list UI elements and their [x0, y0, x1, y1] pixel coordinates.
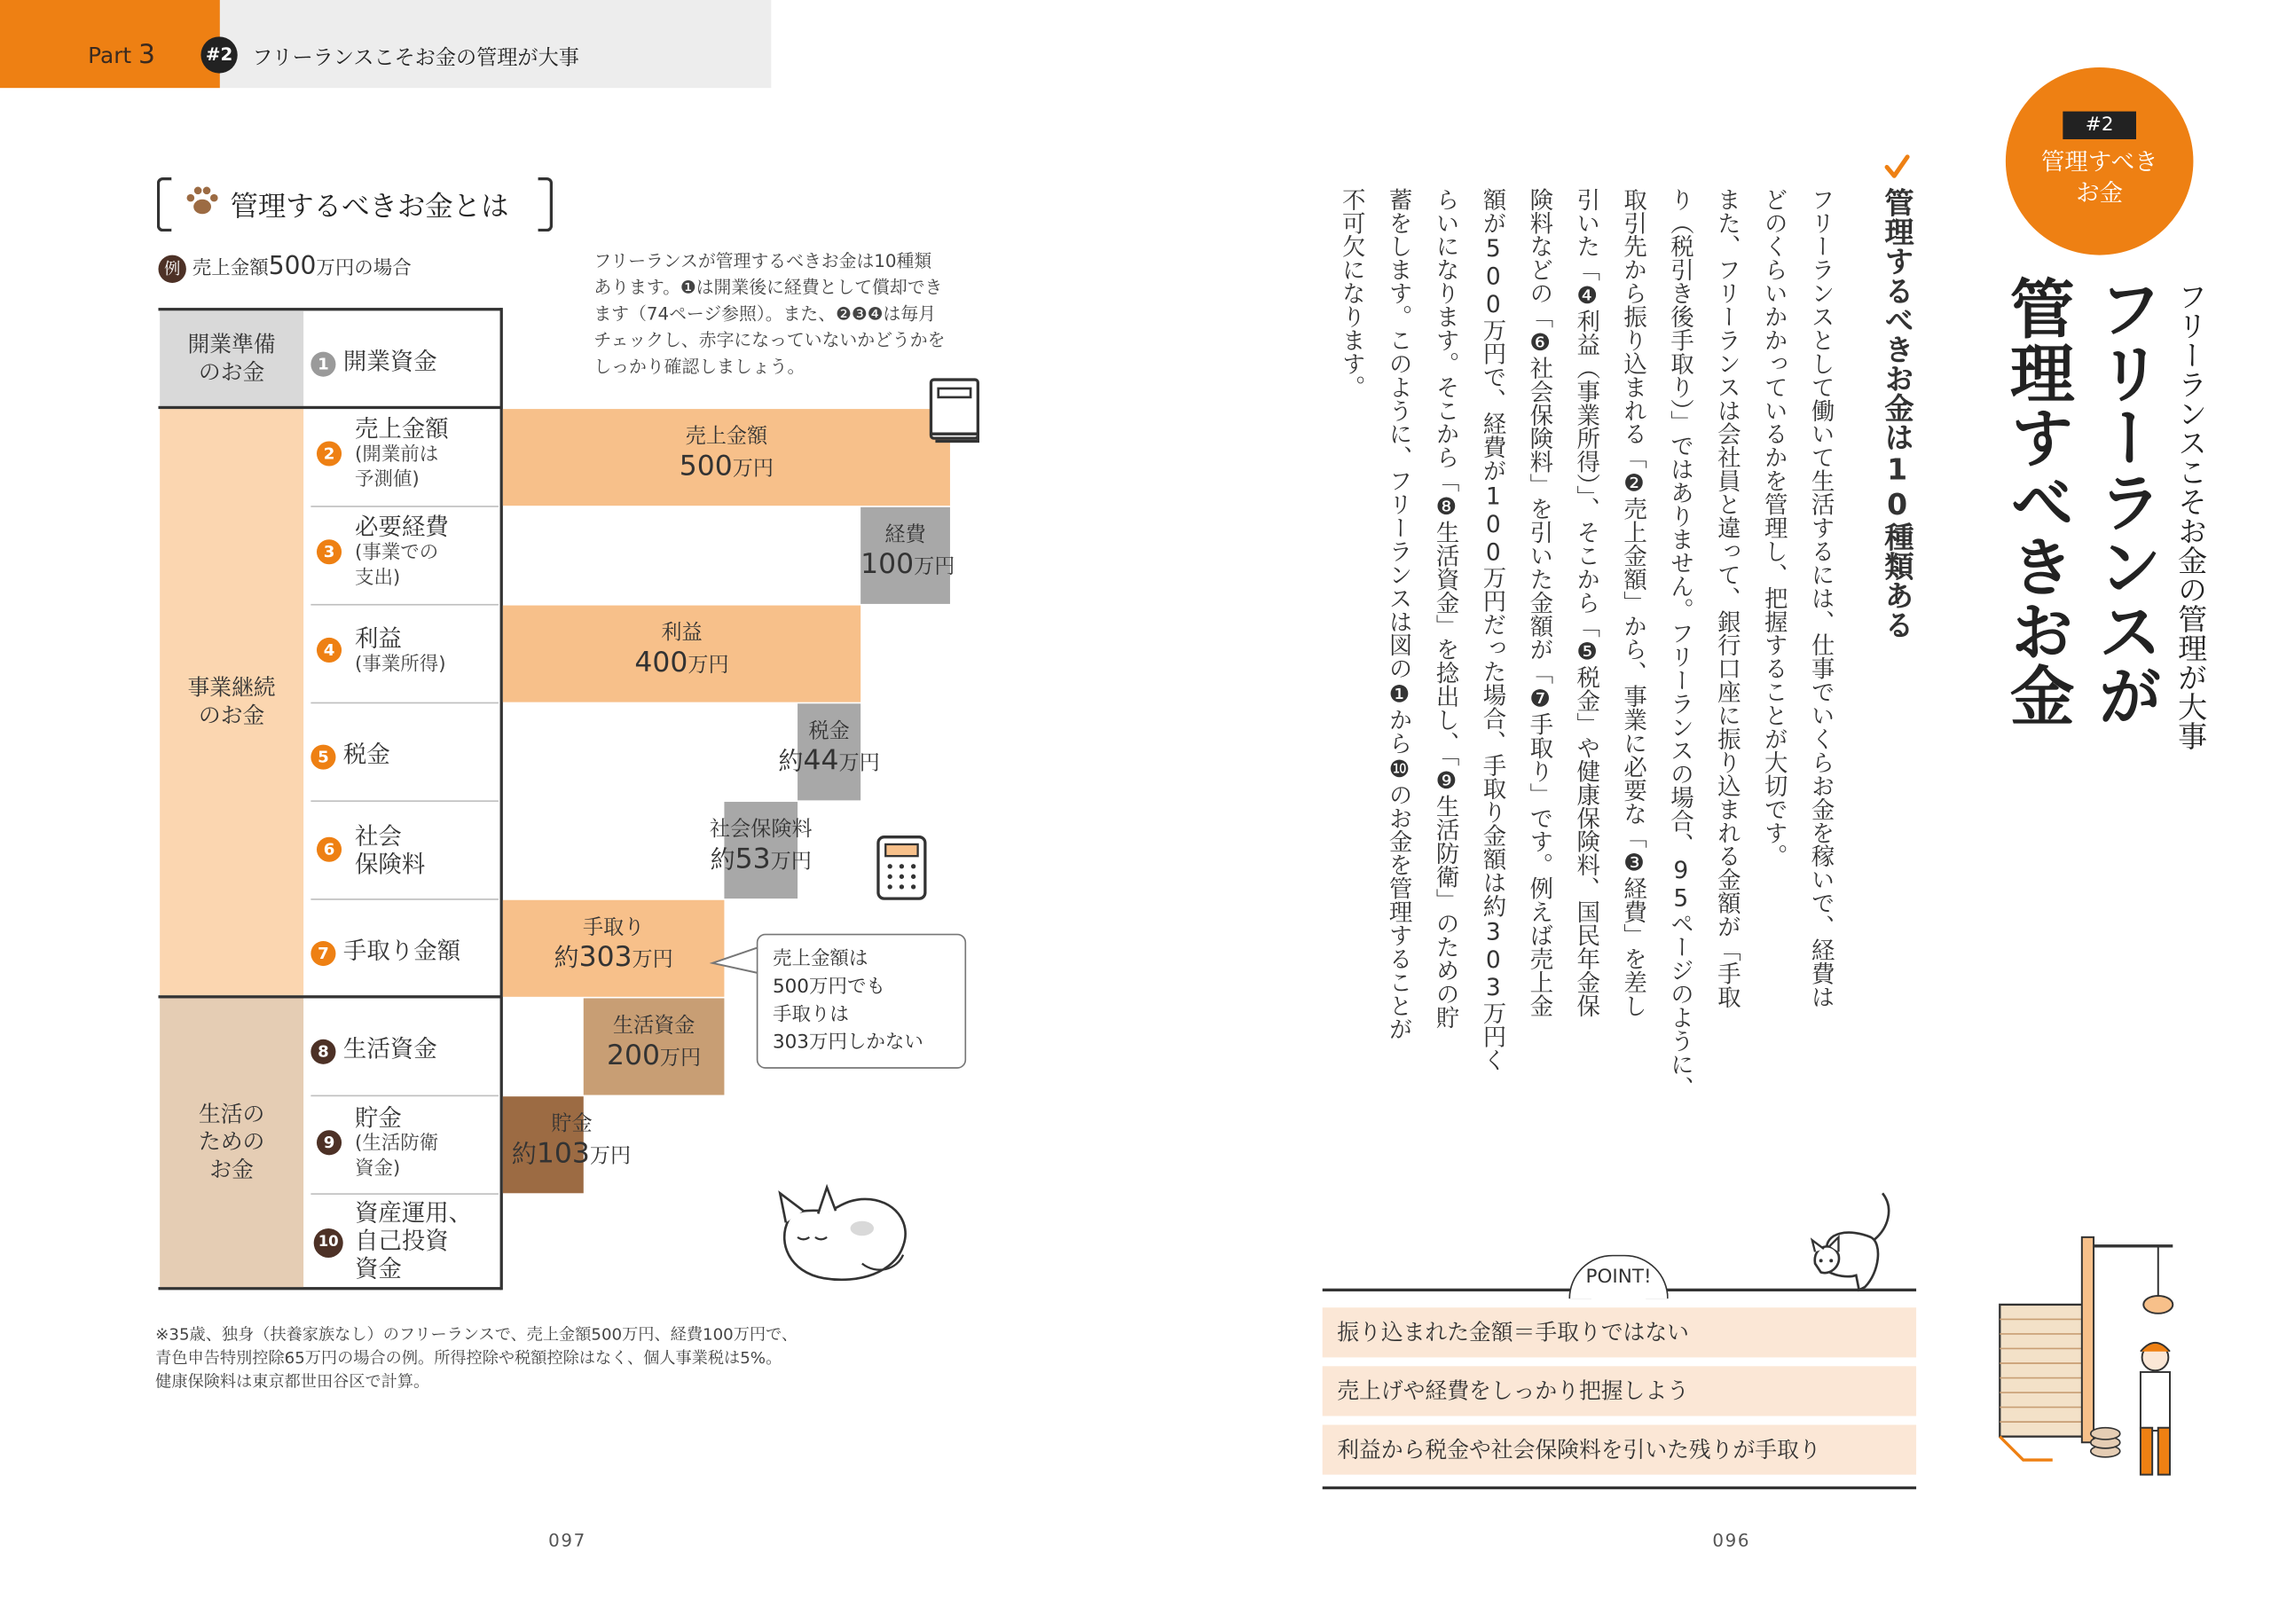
- side-title: フリーランスこそお金の管理が大事: [2173, 281, 2208, 751]
- category-startup: 開業準備 のお金: [160, 310, 303, 405]
- chart-heading: 管理するべきお金とは: [230, 190, 509, 224]
- bar-savings: 貯金 約103万円: [503, 1096, 584, 1193]
- bar-take-home: 手取り 約303万円: [503, 900, 725, 997]
- bar-sales: 売上金額 500万円: [503, 409, 950, 506]
- item-living-funds: 8 生活資金: [310, 1031, 499, 1064]
- item-take-home: 7 手取り金額: [310, 932, 499, 966]
- item-profit: 4 利益 (事業所得): [310, 624, 499, 677]
- category-divider-1: [158, 406, 501, 409]
- header-badge: #2: [200, 36, 237, 73]
- point-item-1: 振り込まれた金額＝手取りではない: [1323, 1307, 1916, 1357]
- example-line: 例 売上金額500万円の場合: [158, 252, 411, 283]
- callout-pointer: [710, 938, 762, 983]
- book-icon: [927, 375, 986, 445]
- bar-expenses: 経費 100万円: [860, 507, 950, 604]
- row-separator: [310, 898, 499, 900]
- subheading: 管理するべきお金は10種類ある: [1879, 187, 1915, 639]
- item-tax: 5 税金: [310, 736, 499, 770]
- item-social-insurance: 6 社会 保険料: [310, 822, 499, 878]
- row-separator: [310, 506, 499, 507]
- row-separator: [310, 702, 499, 704]
- sleeping-cat-illustration: [774, 1175, 915, 1290]
- row-separator: [310, 1193, 499, 1195]
- section-circle: #2 管理すべき お金: [2006, 67, 2194, 255]
- chart-note: フリーランスが管理するべきお金は10種類 あります。❶は開業後に経費として償却でき ます（74ページ参照）。また、❷❸❹は毎月 チェックし、赤字になっていないかどうかを しっかり確認しましょう。: [593, 250, 946, 377]
- row-separator: [310, 800, 499, 802]
- worker-money-scale-illustration: [1994, 1231, 2196, 1483]
- point-label: POINT!: [1568, 1255, 1668, 1299]
- row-separator: [310, 604, 499, 606]
- category-divider-2: [158, 995, 501, 998]
- bar-social-insurance: 社会保険料 約53万円: [724, 802, 798, 898]
- callout-box: 売上金額は 500万円でも 手取りは 303万円しかない: [757, 934, 966, 1069]
- check-icon: [1882, 153, 1912, 182]
- page-number-right: 096: [1712, 1530, 1751, 1551]
- example-badge: 例: [158, 255, 185, 283]
- paw-icon: [185, 184, 220, 216]
- item-startup-funds: 1 開業資金: [310, 343, 499, 377]
- footnote: ※35歳、独身（扶養家族なし）のフリーランスで、売上金額500万円、経費100万円で、 青色申告特別控除65万円の場合の例。所得控除や税額控除はなく、個人事業税は5%。 健康保険料は東京都世田谷区で計算。: [155, 1325, 798, 1392]
- point-bottom-rule: [1323, 1487, 1916, 1489]
- header-title: フリーランスこそお金の管理が大事: [252, 46, 579, 71]
- calculator-icon: [876, 834, 928, 901]
- heading-bracket-right: [538, 177, 554, 231]
- point-item-3: 利益から税金や社会保険料を引いた残りが手取り: [1323, 1424, 1916, 1474]
- section-circle-badge: #2: [2063, 112, 2136, 139]
- bar-living-funds: 生活資金 200万円: [584, 998, 725, 1094]
- point-item-2: 売上げや経費をしっかり把握しよう: [1323, 1366, 1916, 1416]
- main-title-column-2: 管理すべきお金: [1998, 275, 2073, 727]
- bar-profit: 利益 400万円: [503, 606, 860, 702]
- body-text: フリーランスとして働いて生活するには、仕事でいくらお金を稼いで、経費は どのくらいかかっているかを管理し、把握することが大切です。 また、フリーランスは会社員と違って、銀行口座に振り込まれる金額が「手取 り（税引き後手取り）」ではありません。フリーランスの場合、95ページのように、 取引先から振り込まれる「❷売上金額」から、事業に必要な「❸経費」を差し 引いた「❹利益（事業所得）」、そこから「❺税金」や健康保険料、国民年金保 険料などの「❻社会保険料」を引いた金額が「❼手取り」です。例えば売上金 額が500万円で、経費が100万円だった場合、手取り金額は約303万円く らいになります。そこから「❽生活資金」を捻出し、「❾生活防衛」のための貯 蓄をします。このように、フリーランスは図の❶から❿のお金を管理することが 不可欠になります。: [1338, 187, 1836, 1100]
- bar-tax: 税金 約44万円: [798, 703, 860, 800]
- heading-bracket-left: [157, 177, 172, 231]
- row-separator: [310, 1095, 499, 1097]
- page-number-left: 097: [548, 1530, 586, 1551]
- item-sales: 2 売上金額 (開業前は 予測値): [310, 415, 499, 493]
- item-savings: 9 貯金 (生活防衛 資金): [310, 1103, 499, 1181]
- category-living: 生活の ための お金: [160, 998, 303, 1287]
- category-business: 事業継続 のお金: [160, 409, 303, 995]
- header-part-label: Part 3: [88, 39, 155, 71]
- item-investment: 10 資産運用、 自己投資 資金: [310, 1199, 499, 1283]
- item-expenses: 3 必要経費 (事業での 支出): [310, 513, 499, 591]
- walking-cat-illustration: [1806, 1188, 1900, 1296]
- main-title-column-1: フリーランスが: [2086, 275, 2162, 727]
